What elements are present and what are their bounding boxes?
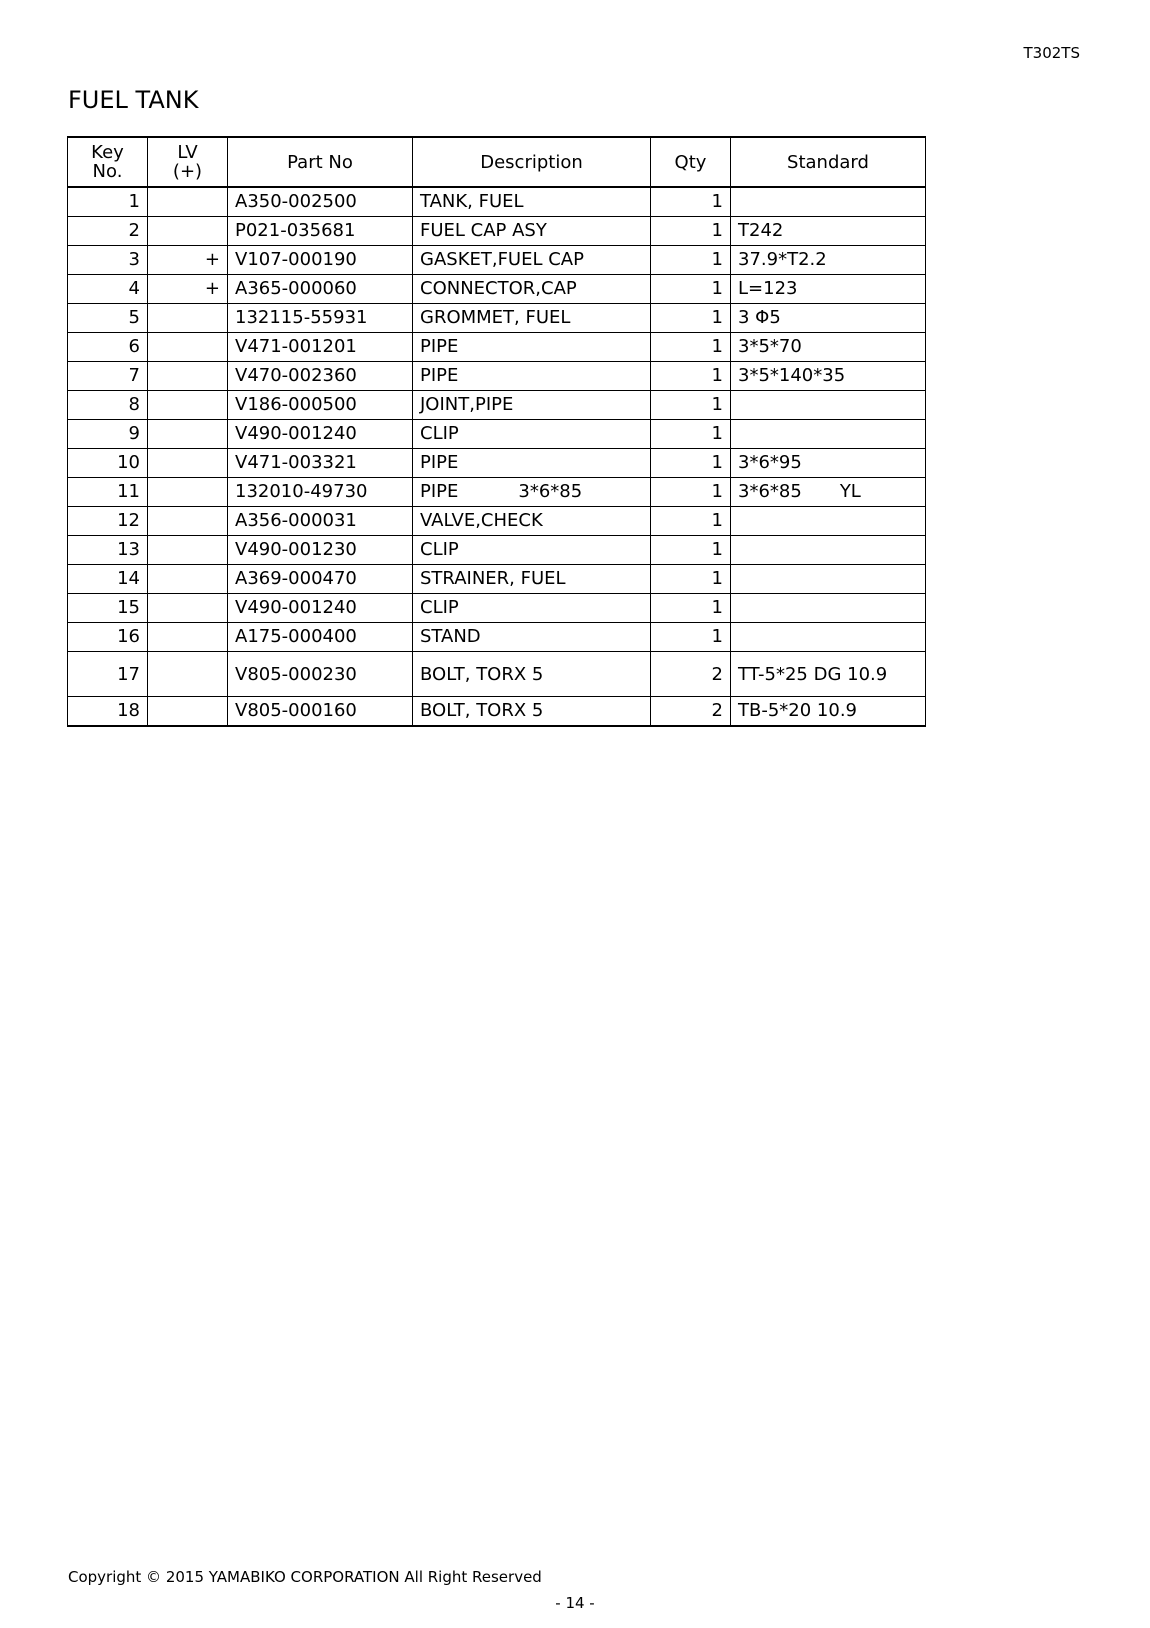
- table-header-row: [68, 137, 926, 187]
- cell-description: CLIP: [413, 420, 651, 449]
- cell-lv: +: [148, 275, 228, 304]
- cell-key-no: 15: [68, 594, 148, 623]
- cell-standard: 3*5*140*35: [731, 362, 926, 391]
- cell-lv: [148, 187, 228, 217]
- column-header-qty: Qty: [651, 137, 731, 187]
- cell-key-no: 9: [68, 420, 148, 449]
- cell-description: PIPE: [413, 449, 651, 478]
- cell-lv: [148, 391, 228, 420]
- cell-part-no: A365-000060: [228, 275, 413, 304]
- cell-qty: 1: [651, 594, 731, 623]
- cell-key-no: 12: [68, 507, 148, 536]
- cell-description: STAND: [413, 623, 651, 652]
- column-header-key-no: Key No.: [68, 137, 148, 187]
- cell-key-no: 13: [68, 536, 148, 565]
- table-row: [68, 217, 926, 246]
- model-number: T302TS: [1023, 44, 1080, 62]
- cell-qty: 1: [651, 275, 731, 304]
- cell-lv: [148, 333, 228, 362]
- cell-part-no: P021-035681: [228, 217, 413, 246]
- cell-standard: T242: [731, 217, 926, 246]
- cell-key-no: 7: [68, 362, 148, 391]
- table-row: [68, 391, 926, 420]
- page-number: - 14 -: [555, 1594, 595, 1612]
- cell-description: BOLT, TORX 5: [413, 652, 651, 697]
- cell-qty: 2: [651, 697, 731, 727]
- table-row: [68, 536, 926, 565]
- cell-description: PIPE: [413, 333, 651, 362]
- cell-description: PIPE: [413, 362, 651, 391]
- cell-lv: [148, 623, 228, 652]
- cell-description: PIPE 3*6*85: [413, 478, 651, 507]
- cell-lv: [148, 697, 228, 727]
- cell-part-no: V490-001240: [228, 420, 413, 449]
- cell-lv: [148, 536, 228, 565]
- cell-part-no: V471-003321: [228, 449, 413, 478]
- cell-lv: [148, 362, 228, 391]
- cell-description: GROMMET, FUEL: [413, 304, 651, 333]
- column-header-standard: Standard: [731, 137, 926, 187]
- cell-qty: 1: [651, 623, 731, 652]
- cell-key-no: 18: [68, 697, 148, 727]
- cell-description: CLIP: [413, 594, 651, 623]
- cell-standard: 3*5*70: [731, 333, 926, 362]
- cell-standard: [731, 420, 926, 449]
- cell-qty: 1: [651, 246, 731, 275]
- cell-description: VALVE,CHECK: [413, 507, 651, 536]
- cell-standard: [731, 536, 926, 565]
- cell-lv: [148, 217, 228, 246]
- cell-part-no: V471-001201: [228, 333, 413, 362]
- cell-part-no: A350-002500: [228, 187, 413, 217]
- table-row: [68, 594, 926, 623]
- cell-standard: [731, 594, 926, 623]
- cell-qty: 1: [651, 536, 731, 565]
- cell-qty: 1: [651, 565, 731, 594]
- cell-qty: 1: [651, 362, 731, 391]
- table-row: [68, 187, 926, 217]
- table-row: [68, 507, 926, 536]
- parts-table-body: [68, 187, 926, 726]
- cell-standard: 37.9*T2.2: [731, 246, 926, 275]
- cell-qty: 1: [651, 217, 731, 246]
- table-row: [68, 362, 926, 391]
- cell-standard: [731, 507, 926, 536]
- description-extra: 3*6*85: [518, 481, 583, 502]
- table-row: [68, 333, 926, 362]
- cell-qty: 1: [651, 478, 731, 507]
- cell-key-no: 1: [68, 187, 148, 217]
- cell-qty: 1: [651, 507, 731, 536]
- cell-key-no: 2: [68, 217, 148, 246]
- cell-standard: [731, 623, 926, 652]
- cell-part-no: V490-001230: [228, 536, 413, 565]
- table-row: [68, 275, 926, 304]
- cell-part-no: A369-000470: [228, 565, 413, 594]
- cell-qty: 1: [651, 420, 731, 449]
- cell-description: BOLT, TORX 5: [413, 697, 651, 727]
- cell-lv: +: [148, 246, 228, 275]
- table-row: [68, 246, 926, 275]
- column-header-part-no: Part No: [228, 137, 413, 187]
- cell-part-no: V470-002360: [228, 362, 413, 391]
- cell-lv: [148, 449, 228, 478]
- cell-part-no: A356-000031: [228, 507, 413, 536]
- cell-description: CONNECTOR,CAP: [413, 275, 651, 304]
- cell-key-no: 16: [68, 623, 148, 652]
- table-row: [68, 697, 926, 727]
- cell-lv: [148, 304, 228, 333]
- table-row: [68, 652, 926, 697]
- cell-standard: 3 Φ5: [731, 304, 926, 333]
- cell-description: CLIP: [413, 536, 651, 565]
- cell-part-no: V186-000500: [228, 391, 413, 420]
- cell-qty: 2: [651, 652, 731, 697]
- cell-qty: 1: [651, 449, 731, 478]
- cell-key-no: 11: [68, 478, 148, 507]
- cell-standard: L=123: [731, 275, 926, 304]
- cell-lv: [148, 594, 228, 623]
- table-row: [68, 478, 926, 507]
- table-row: [68, 623, 926, 652]
- cell-part-no: 132115-55931: [228, 304, 413, 333]
- cell-part-no: 132010-49730: [228, 478, 413, 507]
- cell-key-no: 8: [68, 391, 148, 420]
- cell-key-no: 17: [68, 652, 148, 697]
- cell-standard: 3*6*95: [731, 449, 926, 478]
- table-row: [68, 449, 926, 478]
- cell-lv: [148, 478, 228, 507]
- cell-qty: 1: [651, 391, 731, 420]
- cell-lv: [148, 507, 228, 536]
- copyright-notice: Copyright © 2015 YAMABIKO CORPORATION All Right Reserved: [68, 1568, 542, 1586]
- cell-key-no: 4: [68, 275, 148, 304]
- cell-standard: TB-5*20 10.9: [731, 697, 926, 727]
- table-row: [68, 565, 926, 594]
- cell-standard: [731, 391, 926, 420]
- cell-qty: 1: [651, 304, 731, 333]
- section-title: FUEL TANK: [68, 86, 199, 114]
- cell-part-no: V107-000190: [228, 246, 413, 275]
- cell-part-no: V805-000230: [228, 652, 413, 697]
- cell-standard: [731, 187, 926, 217]
- cell-part-no: V805-000160: [228, 697, 413, 727]
- cell-description: FUEL CAP ASY: [413, 217, 651, 246]
- cell-part-no: V490-001240: [228, 594, 413, 623]
- cell-lv: [148, 420, 228, 449]
- table-row: [68, 304, 926, 333]
- cell-standard: [731, 565, 926, 594]
- cell-key-no: 10: [68, 449, 148, 478]
- cell-part-no: A175-000400: [228, 623, 413, 652]
- table-row: [68, 420, 926, 449]
- cell-description: TANK, FUEL: [413, 187, 651, 217]
- cell-qty: 1: [651, 187, 731, 217]
- cell-key-no: 3: [68, 246, 148, 275]
- column-header-description: Description: [413, 137, 651, 187]
- cell-qty: 1: [651, 333, 731, 362]
- parts-table: [67, 136, 926, 727]
- cell-key-no: 14: [68, 565, 148, 594]
- cell-key-no: 5: [68, 304, 148, 333]
- column-header-lv: LV (+): [148, 137, 228, 187]
- cell-description: STRAINER, FUEL: [413, 565, 651, 594]
- cell-lv: [148, 652, 228, 697]
- cell-description: JOINT,PIPE: [413, 391, 651, 420]
- cell-standard: 3*6*85 YL: [731, 478, 926, 507]
- standard-extra: YL: [839, 481, 861, 502]
- cell-description: GASKET,FUEL CAP: [413, 246, 651, 275]
- cell-standard: TT-5*25 DG 10.9: [731, 652, 926, 697]
- cell-lv: [148, 565, 228, 594]
- cell-key-no: 6: [68, 333, 148, 362]
